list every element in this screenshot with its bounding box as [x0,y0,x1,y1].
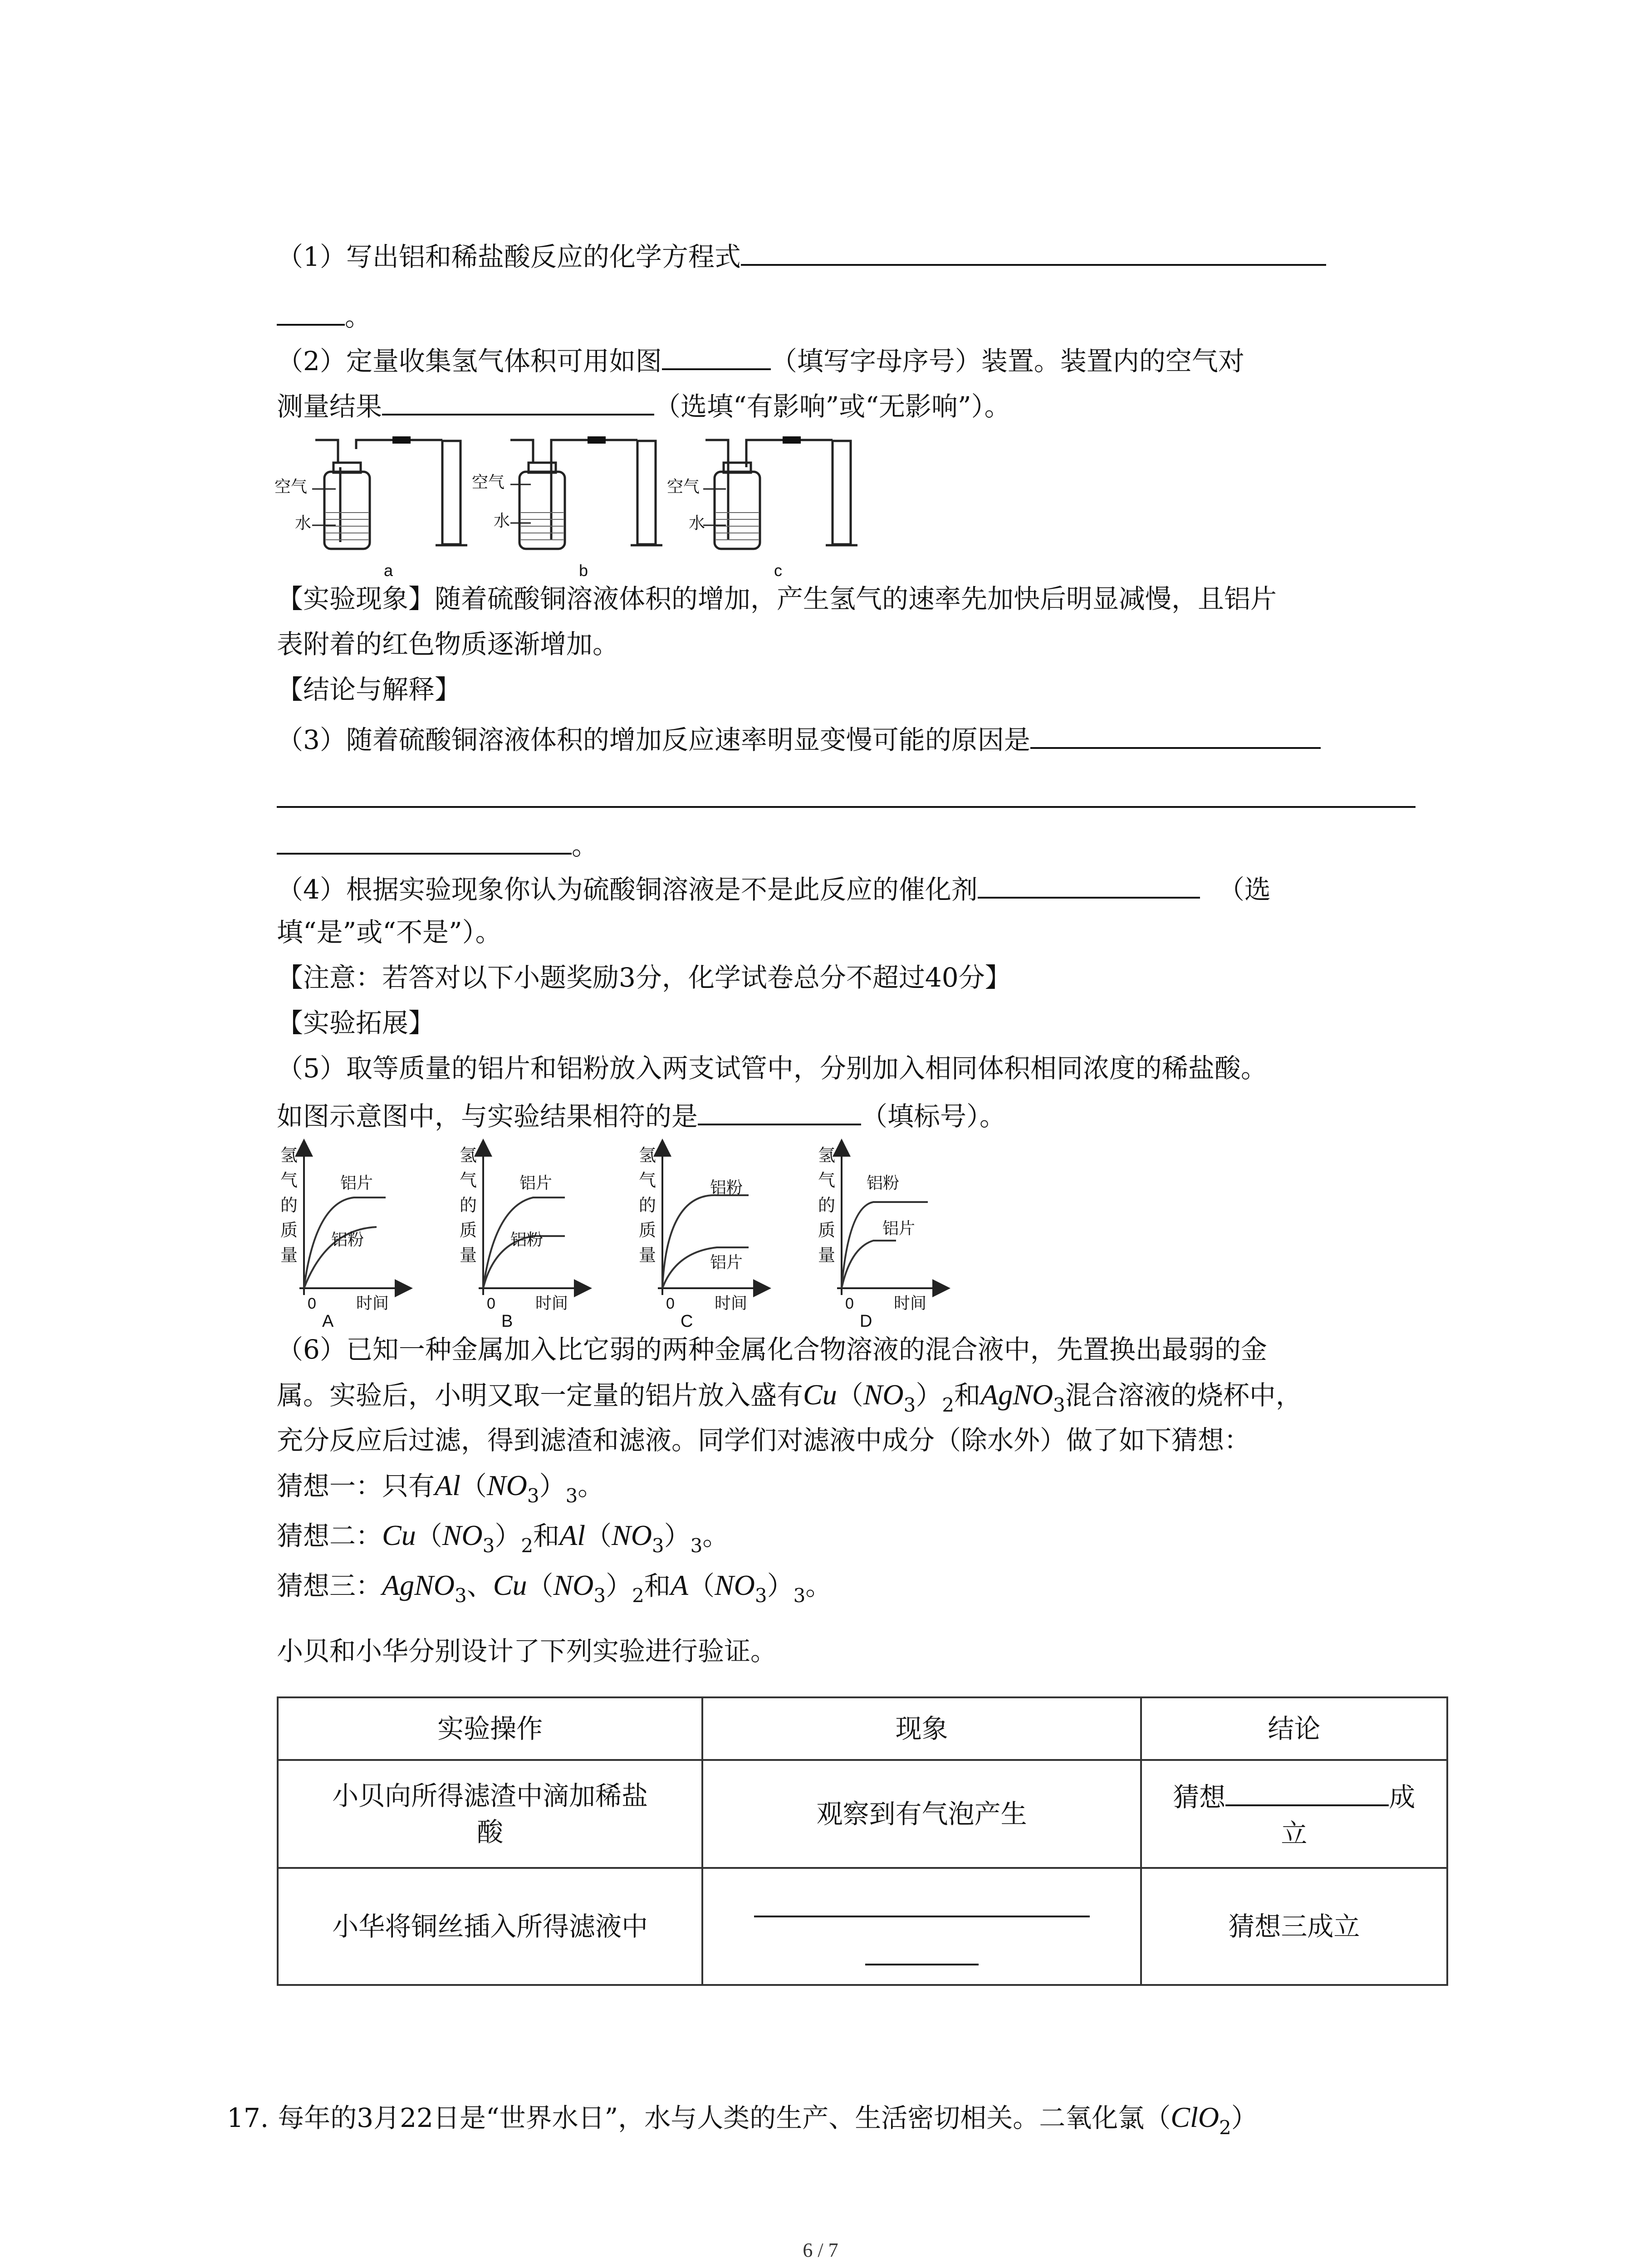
water-label-b: 水 [494,511,510,530]
subscript-3: 3 [754,1584,767,1607]
air-label-a: 空气 [274,477,308,496]
graph-id-label: B [501,1312,513,1329]
q4-text: （4）根据实验现象你认为硫酸铜溶液是不是此反应的催化剂 [277,874,978,905]
y-axis-label: 量 [280,1246,298,1265]
conclusion-cheng: 成 [1389,1782,1416,1813]
q4-line2: 填“是”或“不是”）。 [277,917,502,948]
q2-text-b: （填写字母序号）装置。装置内的空气对 [770,346,1244,376]
q3-tail: 。 [572,830,598,861]
q1-answer-blank-cont[interactable] [277,296,345,326]
q1-line [277,236,1326,275]
y-axis-label: 气 [460,1171,477,1190]
formula-agno: AgNO [382,1569,455,1601]
subscript-3: 3 [482,1535,495,1557]
origin-label: 0 [666,1295,675,1312]
guess-3 [277,1567,832,1607]
q1-text: （1）写出铝和稀盐酸反应的化学方程式 [277,241,741,272]
phenomenon-line1: 【实验现象】随着硫酸铜溶液体积的增加，产生氢气的速率先加快后明显减慢，且铝片 [277,583,1277,614]
y-axis-label: 质 [639,1221,656,1240]
paren-close: ） [767,1570,794,1601]
subscript-3: 3 [527,1485,539,1507]
conclusion-line1 [1153,1776,1435,1815]
series-label-top: 铝片 [519,1173,553,1192]
graph-id-label: C [681,1312,693,1329]
subscript-3: 3 [1053,1394,1065,1416]
graph-A [280,1146,404,1329]
q6-design-line: 小贝和小华分别设计了下列实验进行验证。 [277,1636,777,1667]
q6-text-c: 混合溶液的烧杯中， [1065,1380,1302,1411]
x-axis-label: 时间 [356,1294,389,1312]
q2-text-d: （选填“有影响”或“无影响”）。 [654,391,1011,422]
formula-clo: ClO [1171,2101,1219,2133]
q6-text-a: 属。实验后，小明又取一定量的铝片放入盛有 [277,1380,803,1411]
origin-label: 0 [845,1295,854,1312]
guess-1 [277,1467,604,1507]
paren-close: ） [664,1520,691,1551]
x-axis-label: 时间 [715,1294,748,1312]
paren-open: （ [416,1520,442,1551]
water-label-a: 水 [295,513,312,532]
q4-text-b: （选 [1218,874,1271,905]
paren-open: （ [837,1380,863,1411]
q6-line2 [277,1377,1302,1416]
x-axis-label: 时间 [894,1294,927,1312]
paren-close: ） [539,1471,566,1501]
phenomenon-blank-2[interactable] [865,1936,979,1965]
q17-text: 每年的3月22日是“世界水日”，水与人类的生产、生活密切相关。二氧化氯（ [278,2102,1171,2133]
formula-agno: AgNO [980,1378,1053,1411]
q3-line2 [277,778,1416,817]
y-axis-label: 氢 [280,1146,298,1165]
experiment-table [277,1696,1448,1986]
air-label-c: 空气 [667,477,700,496]
period: 。 [578,1471,604,1501]
bonus-notice: 【注意：若答对以下小题奖励3分，化学试卷总分不超过40分】 [277,962,1011,993]
conclusion-guess-blank[interactable] [1225,1776,1389,1806]
y-axis-label: 气 [280,1171,298,1190]
y-axis-label: 氢 [818,1146,836,1165]
formula-cu: Cu [803,1378,837,1411]
curve-bottom [842,1241,896,1288]
q2-line1 [277,340,1244,379]
q5-line1: （5）取等质量的铝片和铝粉放入两支试管中，分别加入相同体积相同浓度的稀盐酸。 [277,1053,1267,1084]
series-label-bottom: 铝粉 [510,1230,544,1249]
phenomenon-blank[interactable] [754,1887,1090,1917]
y-axis-label: 质 [280,1221,298,1240]
graph-id-label: A [322,1312,334,1329]
table-cell-operation [278,1760,702,1868]
subscript-3: 3 [690,1535,703,1557]
subscript-3: 3 [593,1584,606,1607]
conclusion-heading: 【结论与解释】 [277,674,461,705]
table-cell-operation: 小华将铜丝插入所得滤液中 [278,1868,702,1985]
subscript-3: 3 [565,1485,578,1507]
guess-2 [277,1517,729,1557]
formula-cu: Cu [493,1569,527,1601]
subscript-3: 3 [793,1584,806,1607]
q1-tail: 。 [345,301,372,332]
series-label-top: 铝片 [340,1173,373,1192]
q2-line2 [277,386,1011,425]
subscript-3: 3 [455,1584,467,1607]
guess-2-label: 猜想二： [277,1520,382,1551]
paren-open: （ [585,1520,612,1551]
apparatus-label-a: a [384,561,393,580]
q1-tail-line [277,296,371,335]
subscript-2: 2 [632,1584,644,1607]
graph-C [639,1146,762,1329]
paren-close: ） [1231,2102,1258,2133]
q4-answer-blank[interactable] [978,869,1200,899]
and: 和 [533,1520,560,1551]
y-axis-label: 的 [639,1196,656,1215]
water-label-c: 水 [689,513,705,532]
period: 。 [805,1570,832,1601]
formula-al: Al [435,1469,460,1501]
page-number: 6 / 7 [803,2239,838,2261]
table-header: 现象 [702,1697,1141,1760]
formula-no: NO [442,1519,483,1551]
q3-answer-blank-2[interactable] [277,778,1416,808]
apparatus-label-c: c [774,561,782,580]
y-axis-label: 气 [818,1171,836,1190]
y-axis-label: 量 [818,1246,836,1265]
y-axis-label: 的 [818,1196,836,1215]
q2-effect-blank[interactable] [382,386,654,415]
hydrogen-mass-graphs-figure [272,1139,980,1329]
table-header: 结论 [1141,1697,1447,1760]
q6-line3: 充分反应后过滤，得到滤渣和滤液。同学们对滤液中成分（除水外）做了如下猜想： [277,1425,1251,1456]
formula-no: NO [612,1519,652,1551]
y-axis-label: 的 [460,1196,477,1215]
guess-3-label: 猜想三： [277,1570,382,1601]
period: 。 [702,1520,729,1551]
gas-collection-apparatus-figure [272,431,862,585]
formula-no: NO [553,1569,594,1601]
curve-top [662,1195,749,1288]
series-label-top: 铝粉 [710,1178,743,1197]
origin-label: 0 [308,1295,316,1312]
table-row [278,1868,1447,1985]
subscript-2: 2 [942,1394,955,1416]
graph-D [818,1146,941,1329]
series-label-bottom: 铝片 [882,1219,916,1237]
table-row [278,1760,1447,1868]
conclusion-guess-label: 猜想 [1173,1782,1226,1813]
q3-line [277,719,1321,758]
and: 和 [644,1570,671,1601]
q4-line1 [277,869,1271,908]
y-axis-label: 氢 [639,1146,656,1165]
subscript-3: 3 [652,1535,664,1557]
q3-line3 [277,825,598,864]
table-cell-phenomenon [702,1868,1141,1985]
q2-device-blank[interactable] [662,340,771,370]
q2-text-a: （2）定量收集氢气体积可用如图 [277,346,662,376]
y-axis-label: 量 [460,1246,477,1265]
formula-no: NO [714,1569,755,1601]
y-axis-label: 的 [280,1196,298,1215]
table-cell-conclusion: 猜想三成立 [1141,1868,1447,1985]
q5-text-b: （填标号）。 [861,1101,1006,1132]
y-axis-label: 气 [639,1171,656,1190]
q3-answer-blank[interactable] [1030,719,1321,749]
curve-top [842,1202,928,1288]
formula-al: Al [559,1519,585,1551]
q6-and: 和 [954,1380,981,1411]
y-axis-label: 氢 [460,1146,477,1165]
table-cell-phenomenon: 观察到有气泡产生 [702,1760,1141,1868]
q3-answer-blank-3[interactable] [277,825,572,855]
formula-no: NO [863,1378,904,1411]
x-axis-label: 时间 [535,1294,568,1312]
air-label-b: 空气 [472,473,505,491]
paren-open: （ [527,1570,554,1601]
graph-id-label: D [860,1312,872,1329]
operation-line2: 酸 [477,1817,504,1848]
y-axis-label: 质 [460,1221,477,1240]
formula-no: NO [486,1469,527,1501]
subscript-2: 2 [521,1535,534,1557]
q6-line1: （6）已知一种金属加入比它弱的两种金属化合物溶液的混合液中，先置换出最弱的金 [277,1334,1267,1365]
table-header: 实验操作 [278,1697,702,1760]
conclusion-li: 立 [1281,1818,1308,1849]
q17-number: 17. [227,2102,269,2133]
q2-text-c: 测量结果 [277,391,382,422]
q5-answer-blank[interactable] [698,1095,861,1125]
apparatus-label-b: b [579,561,588,580]
table-header-row [278,1697,1447,1760]
extension-heading: 【实验拓展】 [277,1007,435,1038]
formula-cu: Cu [382,1519,416,1551]
q1-answer-blank[interactable] [741,236,1326,266]
series-label-top: 铝粉 [867,1173,900,1192]
subscript-3: 3 [903,1394,916,1416]
q3-text: （3）随着硫酸铜溶液体积的增加反应速率明显变慢可能的原因是 [277,724,1030,755]
operation-line1: 小贝向所得滤渣中滴加稀盐 [332,1780,648,1811]
table-cell-conclusion [1141,1760,1447,1868]
paren-close: ） [495,1520,521,1551]
separator: 、 [466,1570,493,1601]
series-label-bottom: 铝粉 [331,1230,364,1249]
y-axis-label: 质 [818,1221,836,1240]
paren-open: （ [460,1471,487,1501]
graph-B [460,1146,583,1329]
q5-line2 [277,1095,1006,1134]
formula-a: A [670,1569,688,1601]
y-axis-label: 量 [639,1246,656,1265]
q5-text: 如图示意图中，与实验结果相符的是 [277,1101,698,1132]
phenomenon-line2: 表附着的红色物质逐渐增加。 [277,629,619,660]
subscript-2: 2 [1219,2116,1231,2139]
paren-close: ） [606,1570,632,1601]
guess-1-label: 猜想一：只有 [277,1471,435,1501]
paren-close: ） [916,1380,942,1411]
series-label-bottom: 铝片 [710,1253,743,1271]
paren-open: （ [688,1570,715,1601]
origin-label: 0 [487,1295,495,1312]
q17-line [227,2099,1258,2139]
